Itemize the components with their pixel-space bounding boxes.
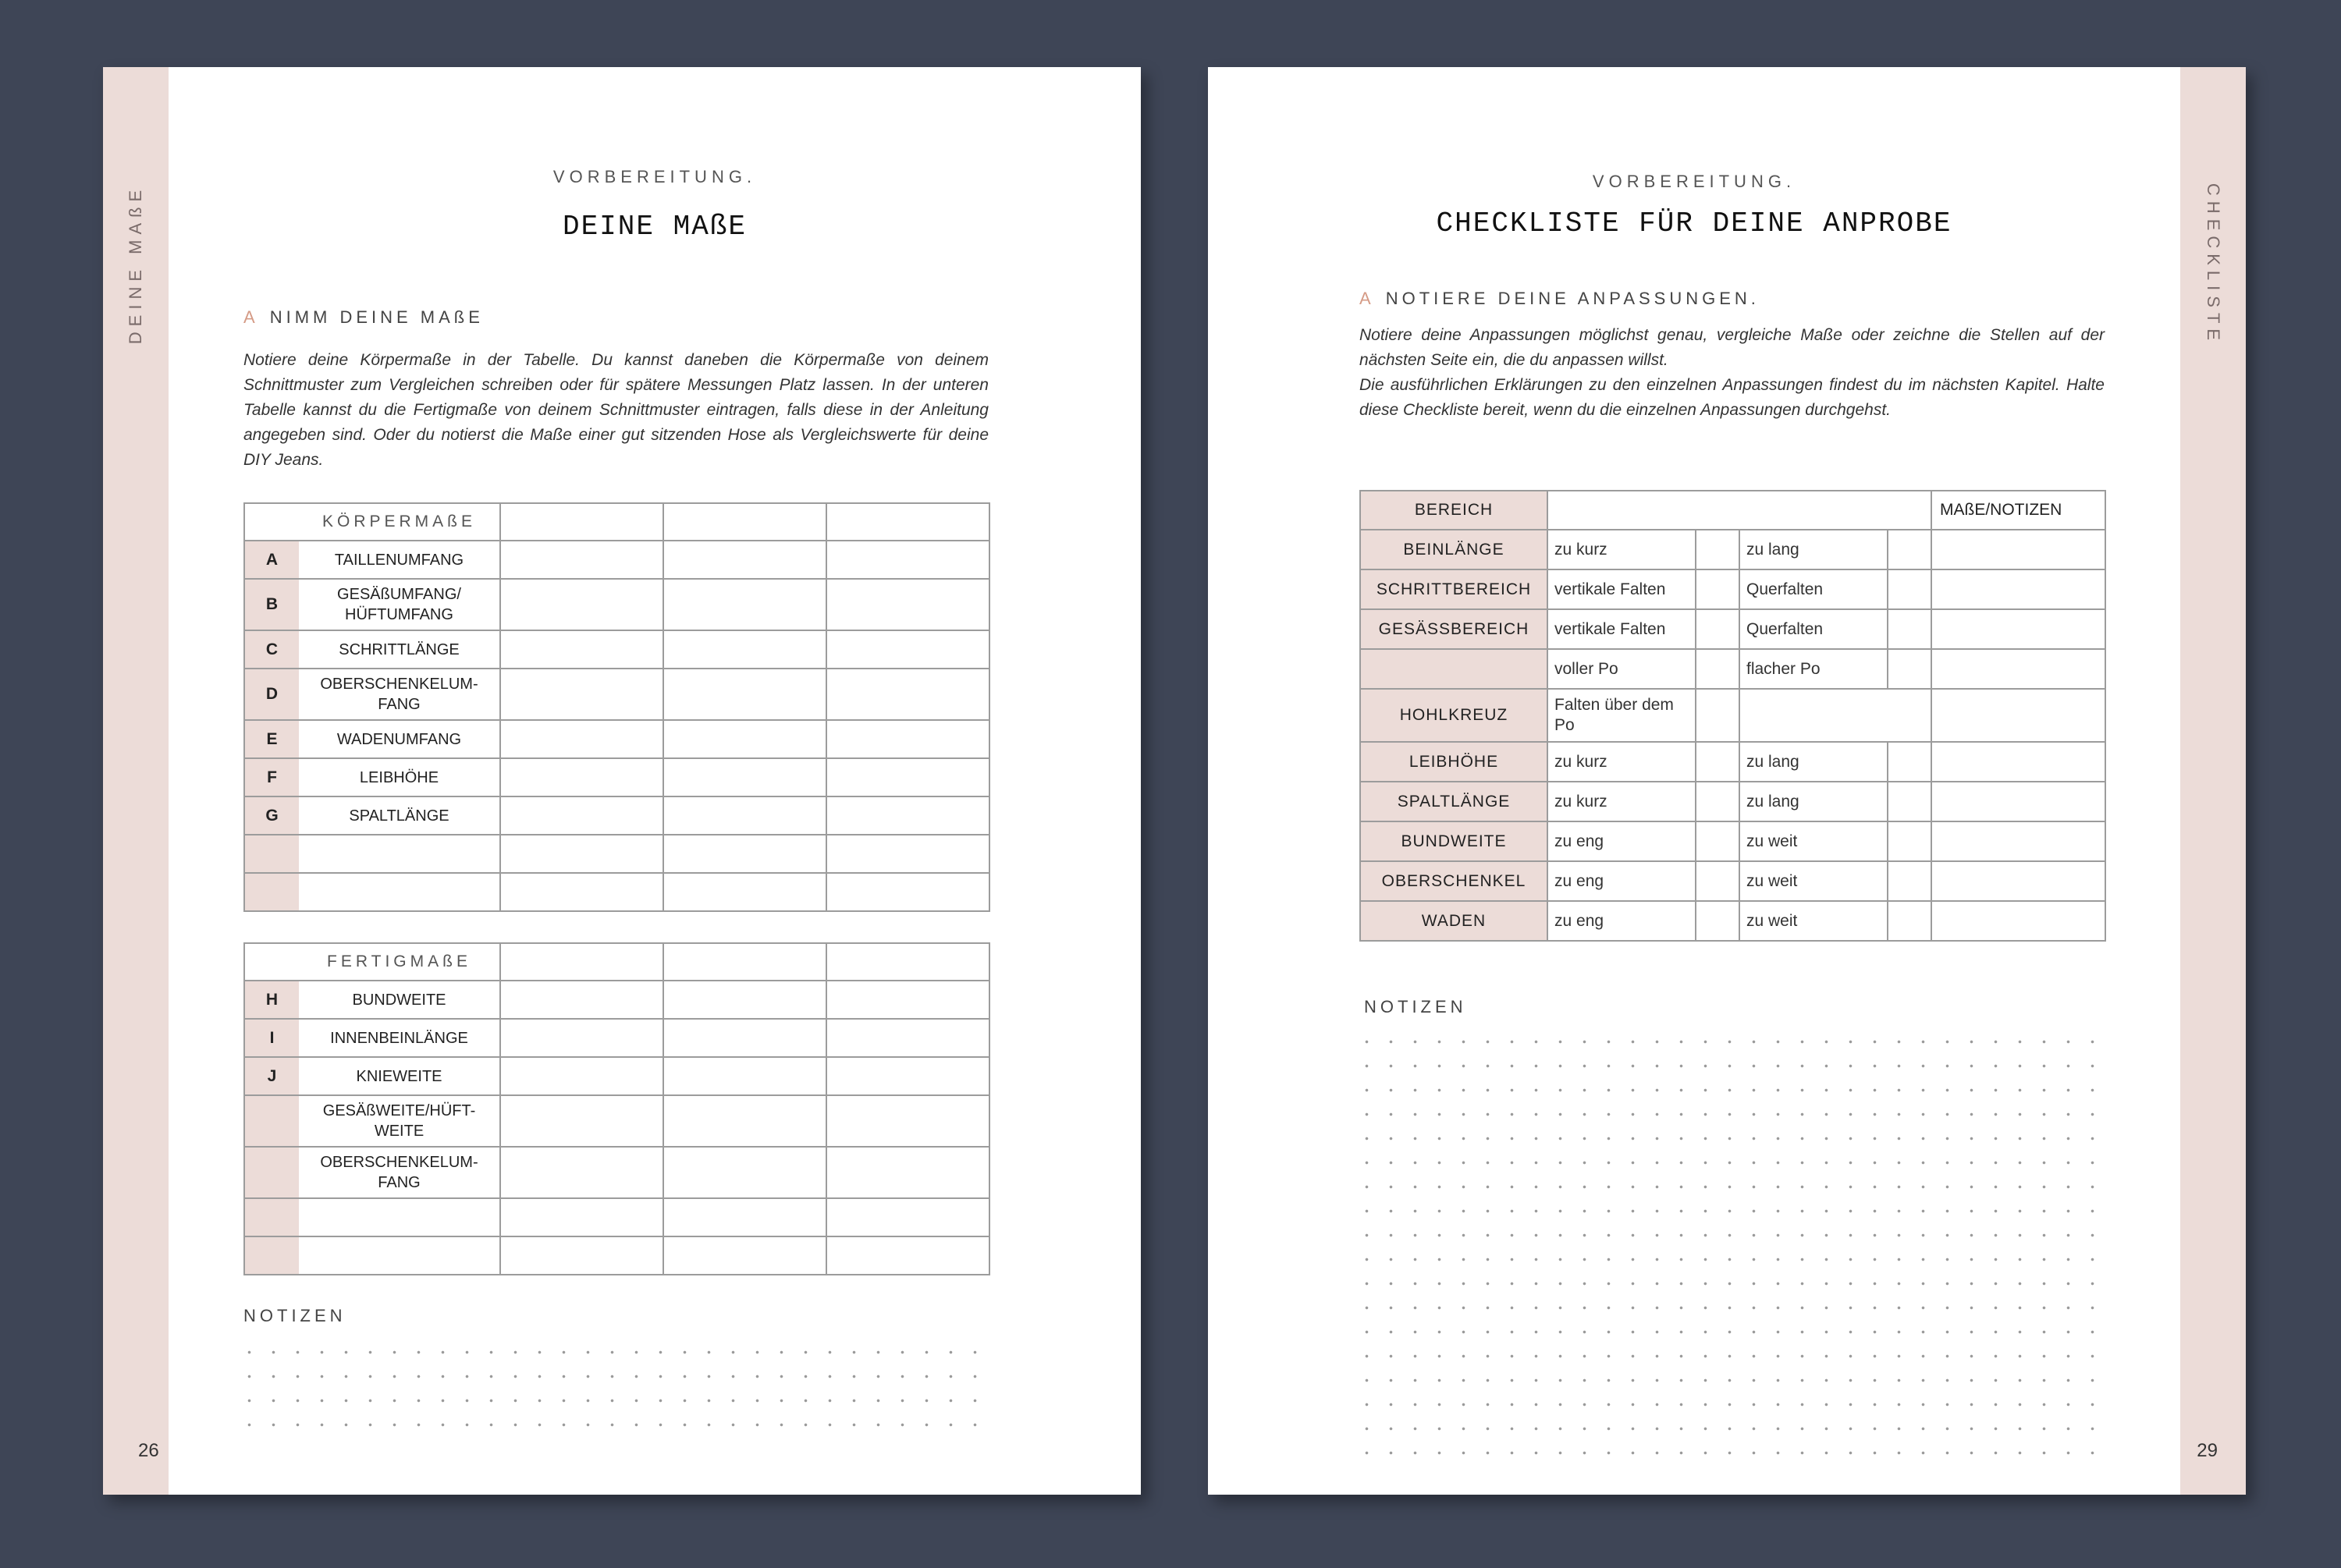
table-row — [244, 981, 989, 1019]
option-label: zu kurz — [1547, 782, 1696, 821]
option-checkbox[interactable] — [1696, 689, 1739, 742]
body-measurements-table — [243, 502, 990, 912]
row-letter — [244, 835, 299, 873]
table-header-row — [244, 503, 989, 541]
entry-cell[interactable] — [826, 1057, 989, 1095]
entry-cell[interactable] — [663, 1236, 826, 1275]
entry-cell[interactable] — [826, 669, 989, 720]
table-row — [1360, 609, 2105, 649]
option-label: Falten über dem Po — [1547, 689, 1696, 742]
entry-cell[interactable] — [826, 796, 989, 835]
row-letter: J — [244, 1057, 299, 1095]
table-row — [1360, 649, 2105, 689]
area-cell: SPALTLÄNGE — [1360, 782, 1547, 821]
entry-cell[interactable] — [500, 1019, 663, 1057]
option-label: zu kurz — [1547, 742, 1696, 782]
intro-paragraph-2: Die ausführlichen Erklärungen zu den einzelnen Anpassungen findest du im nächsten Kapitel. Halte diese Checkliste bereit, wenn du die einzelnen Anpassungen durchgehst. — [1359, 376, 2105, 419]
entry-cell[interactable] — [663, 796, 826, 835]
page-title: CHECKLISTE FÜR DEINE ANPROBE — [1436, 208, 1952, 239]
table-row — [244, 796, 989, 835]
entry-cell[interactable] — [826, 1019, 989, 1057]
table-header: KÖRPERMAßE — [299, 503, 500, 541]
entry-cell[interactable] — [826, 720, 989, 758]
row-letter: I — [244, 1019, 299, 1057]
option-label: zu weit — [1739, 821, 1888, 861]
option-checkbox[interactable] — [1888, 530, 1931, 569]
page-title: DEINE MAßE — [562, 211, 748, 243]
option-checkbox[interactable] — [1696, 742, 1739, 782]
kicker: VORBEREITUNG. — [552, 167, 757, 186]
option-label: zu lang — [1739, 782, 1888, 821]
entry-cell[interactable] — [500, 1057, 663, 1095]
row-label: GESÄßUMFANG/ HÜFTUMFANG — [299, 579, 500, 630]
notes-cell[interactable] — [1931, 649, 2105, 689]
table-row — [244, 541, 989, 579]
notes-cell[interactable] — [1931, 689, 2105, 742]
entry-cell[interactable] — [826, 1236, 989, 1275]
row-label — [299, 1236, 500, 1275]
option-label: zu kurz — [1547, 530, 1696, 569]
entry-cell[interactable] — [826, 835, 989, 873]
fitting-checklist-table — [1359, 490, 2106, 942]
entry-cell[interactable] — [826, 630, 989, 669]
notes-cell[interactable] — [1931, 861, 2105, 901]
entry-cell[interactable] — [663, 1057, 826, 1095]
row-letter: E — [244, 720, 299, 758]
row-label: OBERSCHENKELUM- FANG — [299, 1147, 500, 1198]
row-letter — [244, 1147, 299, 1198]
table-row — [244, 1019, 989, 1057]
table-row — [244, 579, 989, 630]
section-title: NOTIERE DEINE ANPASSUNGEN. — [1385, 289, 1760, 308]
option-checkbox[interactable] — [1888, 649, 1931, 689]
side-strip — [103, 67, 169, 1495]
option-label: flacher Po — [1739, 649, 1888, 689]
entry-cell[interactable] — [663, 669, 826, 720]
entry-cell[interactable] — [500, 796, 663, 835]
entry-cell[interactable] — [500, 630, 663, 669]
intro-paragraph — [1359, 323, 2105, 423]
option-label: zu eng — [1547, 821, 1696, 861]
row-label — [299, 873, 500, 911]
entry-cell[interactable] — [663, 630, 826, 669]
side-strip-label: CHECKLISTE — [2204, 183, 2223, 346]
option-checkbox[interactable] — [1696, 782, 1739, 821]
kicker: VORBEREITUNG. — [1592, 172, 1796, 191]
entry-cell[interactable] — [826, 579, 989, 630]
option-label: zu weit — [1739, 901, 1888, 941]
dotted-notes-area[interactable] — [1355, 1030, 2109, 1467]
row-letter: G — [244, 796, 299, 835]
table-row — [244, 1057, 989, 1095]
row-letter — [244, 873, 299, 911]
notes-heading: NOTIZEN — [243, 1306, 346, 1325]
table-row — [1360, 782, 2105, 821]
left-page — [103, 67, 1141, 1495]
finished-measurements-table — [243, 942, 990, 1275]
row-letter: B — [244, 579, 299, 630]
notes-header: MAßE/NOTIZEN — [1931, 491, 2105, 530]
area-cell — [1360, 649, 1547, 689]
row-letter: D — [244, 669, 299, 720]
entry-cell[interactable] — [500, 1198, 663, 1236]
area-header: BEREICH — [1360, 491, 1547, 530]
entry-cell[interactable] — [826, 1147, 989, 1198]
section-heading — [243, 307, 484, 328]
row-letter — [244, 1198, 299, 1236]
table-row — [1360, 530, 2105, 569]
entry-cell[interactable] — [500, 1147, 663, 1198]
table-header-row — [1360, 491, 2105, 530]
table-row — [1360, 569, 2105, 609]
option-checkbox[interactable] — [1888, 861, 1931, 901]
table-row — [244, 1236, 989, 1275]
area-cell: SCHRITTBEREICH — [1360, 569, 1547, 609]
entry-cell[interactable] — [826, 1198, 989, 1236]
entry-cell[interactable] — [663, 1147, 826, 1198]
table-row — [244, 669, 989, 720]
area-cell: BEINLÄNGE — [1360, 530, 1547, 569]
entry-cell[interactable] — [500, 541, 663, 579]
table-row — [1360, 861, 2105, 901]
option-label: Querfalten — [1739, 569, 1888, 609]
option-checkbox[interactable] — [1696, 861, 1739, 901]
row-letter — [244, 1236, 299, 1275]
notes-cell[interactable] — [1931, 782, 2105, 821]
table-row — [1360, 821, 2105, 861]
option-checkbox[interactable] — [1888, 901, 1931, 941]
table-row — [244, 1095, 989, 1147]
area-cell: LEIBHÖHE — [1360, 742, 1547, 782]
entry-cell[interactable] — [500, 835, 663, 873]
area-cell: WADEN — [1360, 901, 1547, 941]
option-label: zu eng — [1547, 861, 1696, 901]
entry-cell[interactable] — [663, 1095, 826, 1147]
option-label: Querfalten — [1739, 609, 1888, 649]
row-label: WADENUMFANG — [299, 720, 500, 758]
intro-paragraph: Notiere deine Körpermaße in der Tabelle. Du kannst daneben die Körpermaße von deinem Schnittmuster zum Vergleichen schreiben oder für spätere Messungen Platz lassen. In der unteren Tabelle kannst du die Fertigmaße von deinem Schnittmuster eintragen, falls diese in der Anleitung angegeben sind. Oder du notierst die Maße einer gut sitzenden Hose als Vergleichswerte für deine DIY Jeans. — [243, 351, 989, 469]
table-row — [244, 758, 989, 796]
entry-cell[interactable] — [663, 720, 826, 758]
table-row — [244, 630, 989, 669]
row-label: SCHRITTLÄNGE — [299, 630, 500, 669]
table-row — [244, 873, 989, 911]
entry-cell[interactable] — [500, 1095, 663, 1147]
entry-cell[interactable] — [500, 981, 663, 1019]
row-label: GESÄßWEITE/HÜFT- WEITE — [299, 1095, 500, 1147]
area-cell: OBERSCHENKEL — [1360, 861, 1547, 901]
entry-cell[interactable] — [826, 873, 989, 911]
option-label: vertikale Falten — [1547, 609, 1696, 649]
entry-cell[interactable] — [663, 579, 826, 630]
entry-cell[interactable] — [500, 873, 663, 911]
option-label: zu weit — [1739, 861, 1888, 901]
notes-cell[interactable] — [1931, 901, 2105, 941]
section-title: NIMM DEINE MAßE — [269, 307, 484, 327]
notes-cell[interactable] — [1931, 742, 2105, 782]
notes-heading: NOTIZEN — [1364, 997, 1467, 1016]
entry-cell[interactable] — [826, 1095, 989, 1147]
notes-cell[interactable] — [1931, 530, 2105, 569]
option-checkbox[interactable] — [1888, 569, 1931, 609]
entry-cell[interactable] — [826, 981, 989, 1019]
option-label: vertikale Falten — [1547, 569, 1696, 609]
row-label: INNENBEINLÄNGE — [299, 1019, 500, 1057]
option-label: zu lang — [1739, 530, 1888, 569]
page-number: 29 — [2197, 1440, 2218, 1461]
option-label: zu lang — [1739, 742, 1888, 782]
intro-paragraph-1: Notiere deine Anpassungen möglichst genau, vergleiche Maße oder zeichne die Stellen auf der nächsten Seite ein, die du anpassen willst. — [1359, 326, 2105, 369]
option-checkbox[interactable] — [1696, 530, 1739, 569]
entry-cell[interactable] — [826, 758, 989, 796]
entry-cell[interactable] — [663, 835, 826, 873]
option-checkbox[interactable] — [1696, 609, 1739, 649]
row-label: KNIEWEITE — [299, 1057, 500, 1095]
dotted-notes-area[interactable] — [237, 1340, 992, 1437]
entry-cell[interactable] — [500, 579, 663, 630]
table-row — [244, 720, 989, 758]
table-row — [244, 835, 989, 873]
option-checkbox[interactable] — [1888, 782, 1931, 821]
entry-cell[interactable] — [500, 720, 663, 758]
table-row — [1360, 689, 2105, 742]
area-cell: BUNDWEITE — [1360, 821, 1547, 861]
option-checkbox[interactable] — [1888, 821, 1931, 861]
section-letter: A — [1359, 289, 1375, 308]
table-header-row — [244, 943, 989, 981]
option-label: zu eng — [1547, 901, 1696, 941]
row-label: LEIBHÖHE — [299, 758, 500, 796]
row-letter: A — [244, 541, 299, 579]
option-checkbox[interactable] — [1696, 901, 1739, 941]
notes-cell[interactable] — [1931, 609, 2105, 649]
entry-cell[interactable] — [500, 758, 663, 796]
entry-cell[interactable] — [663, 981, 826, 1019]
side-strip — [2180, 67, 2246, 1495]
entry-cell[interactable] — [663, 541, 826, 579]
row-label: OBERSCHENKELUM- FANG — [299, 669, 500, 720]
option-label: voller Po — [1547, 649, 1696, 689]
row-letter — [244, 1095, 299, 1147]
row-letter: H — [244, 981, 299, 1019]
notes-cell[interactable] — [1931, 569, 2105, 609]
page-number: 26 — [138, 1440, 159, 1461]
entry-cell[interactable] — [500, 1236, 663, 1275]
right-page — [1208, 67, 2246, 1495]
row-label — [299, 1198, 500, 1236]
entry-cell[interactable] — [663, 873, 826, 911]
option-checkbox[interactable] — [1888, 742, 1931, 782]
table-row — [244, 1147, 989, 1198]
row-label: SPALTLÄNGE — [299, 796, 500, 835]
entry-cell[interactable] — [826, 541, 989, 579]
table-row — [244, 1198, 989, 1236]
entry-cell[interactable] — [663, 1019, 826, 1057]
notes-cell[interactable] — [1931, 821, 2105, 861]
entry-cell[interactable] — [663, 758, 826, 796]
section-heading — [1359, 289, 1760, 309]
row-label: TAILLENUMFANG — [299, 541, 500, 579]
option-label — [1739, 689, 1931, 742]
row-letter: C — [244, 630, 299, 669]
entry-cell[interactable] — [500, 669, 663, 720]
table-row — [1360, 901, 2105, 941]
option-checkbox[interactable] — [1696, 821, 1739, 861]
area-cell: GESÄSSBEREICH — [1360, 609, 1547, 649]
table-header: FERTIGMAßE — [299, 943, 500, 981]
area-cell: HOHLKREUZ — [1360, 689, 1547, 742]
row-label — [299, 835, 500, 873]
option-checkbox[interactable] — [1888, 609, 1931, 649]
row-label: BUNDWEITE — [299, 981, 500, 1019]
row-letter: F — [244, 758, 299, 796]
entry-cell[interactable] — [663, 1198, 826, 1236]
option-checkbox[interactable] — [1696, 569, 1739, 609]
section-letter: A — [243, 307, 259, 327]
table-row — [1360, 742, 2105, 782]
option-checkbox[interactable] — [1696, 649, 1739, 689]
side-strip-label: DEINE MAßE — [126, 184, 145, 345]
